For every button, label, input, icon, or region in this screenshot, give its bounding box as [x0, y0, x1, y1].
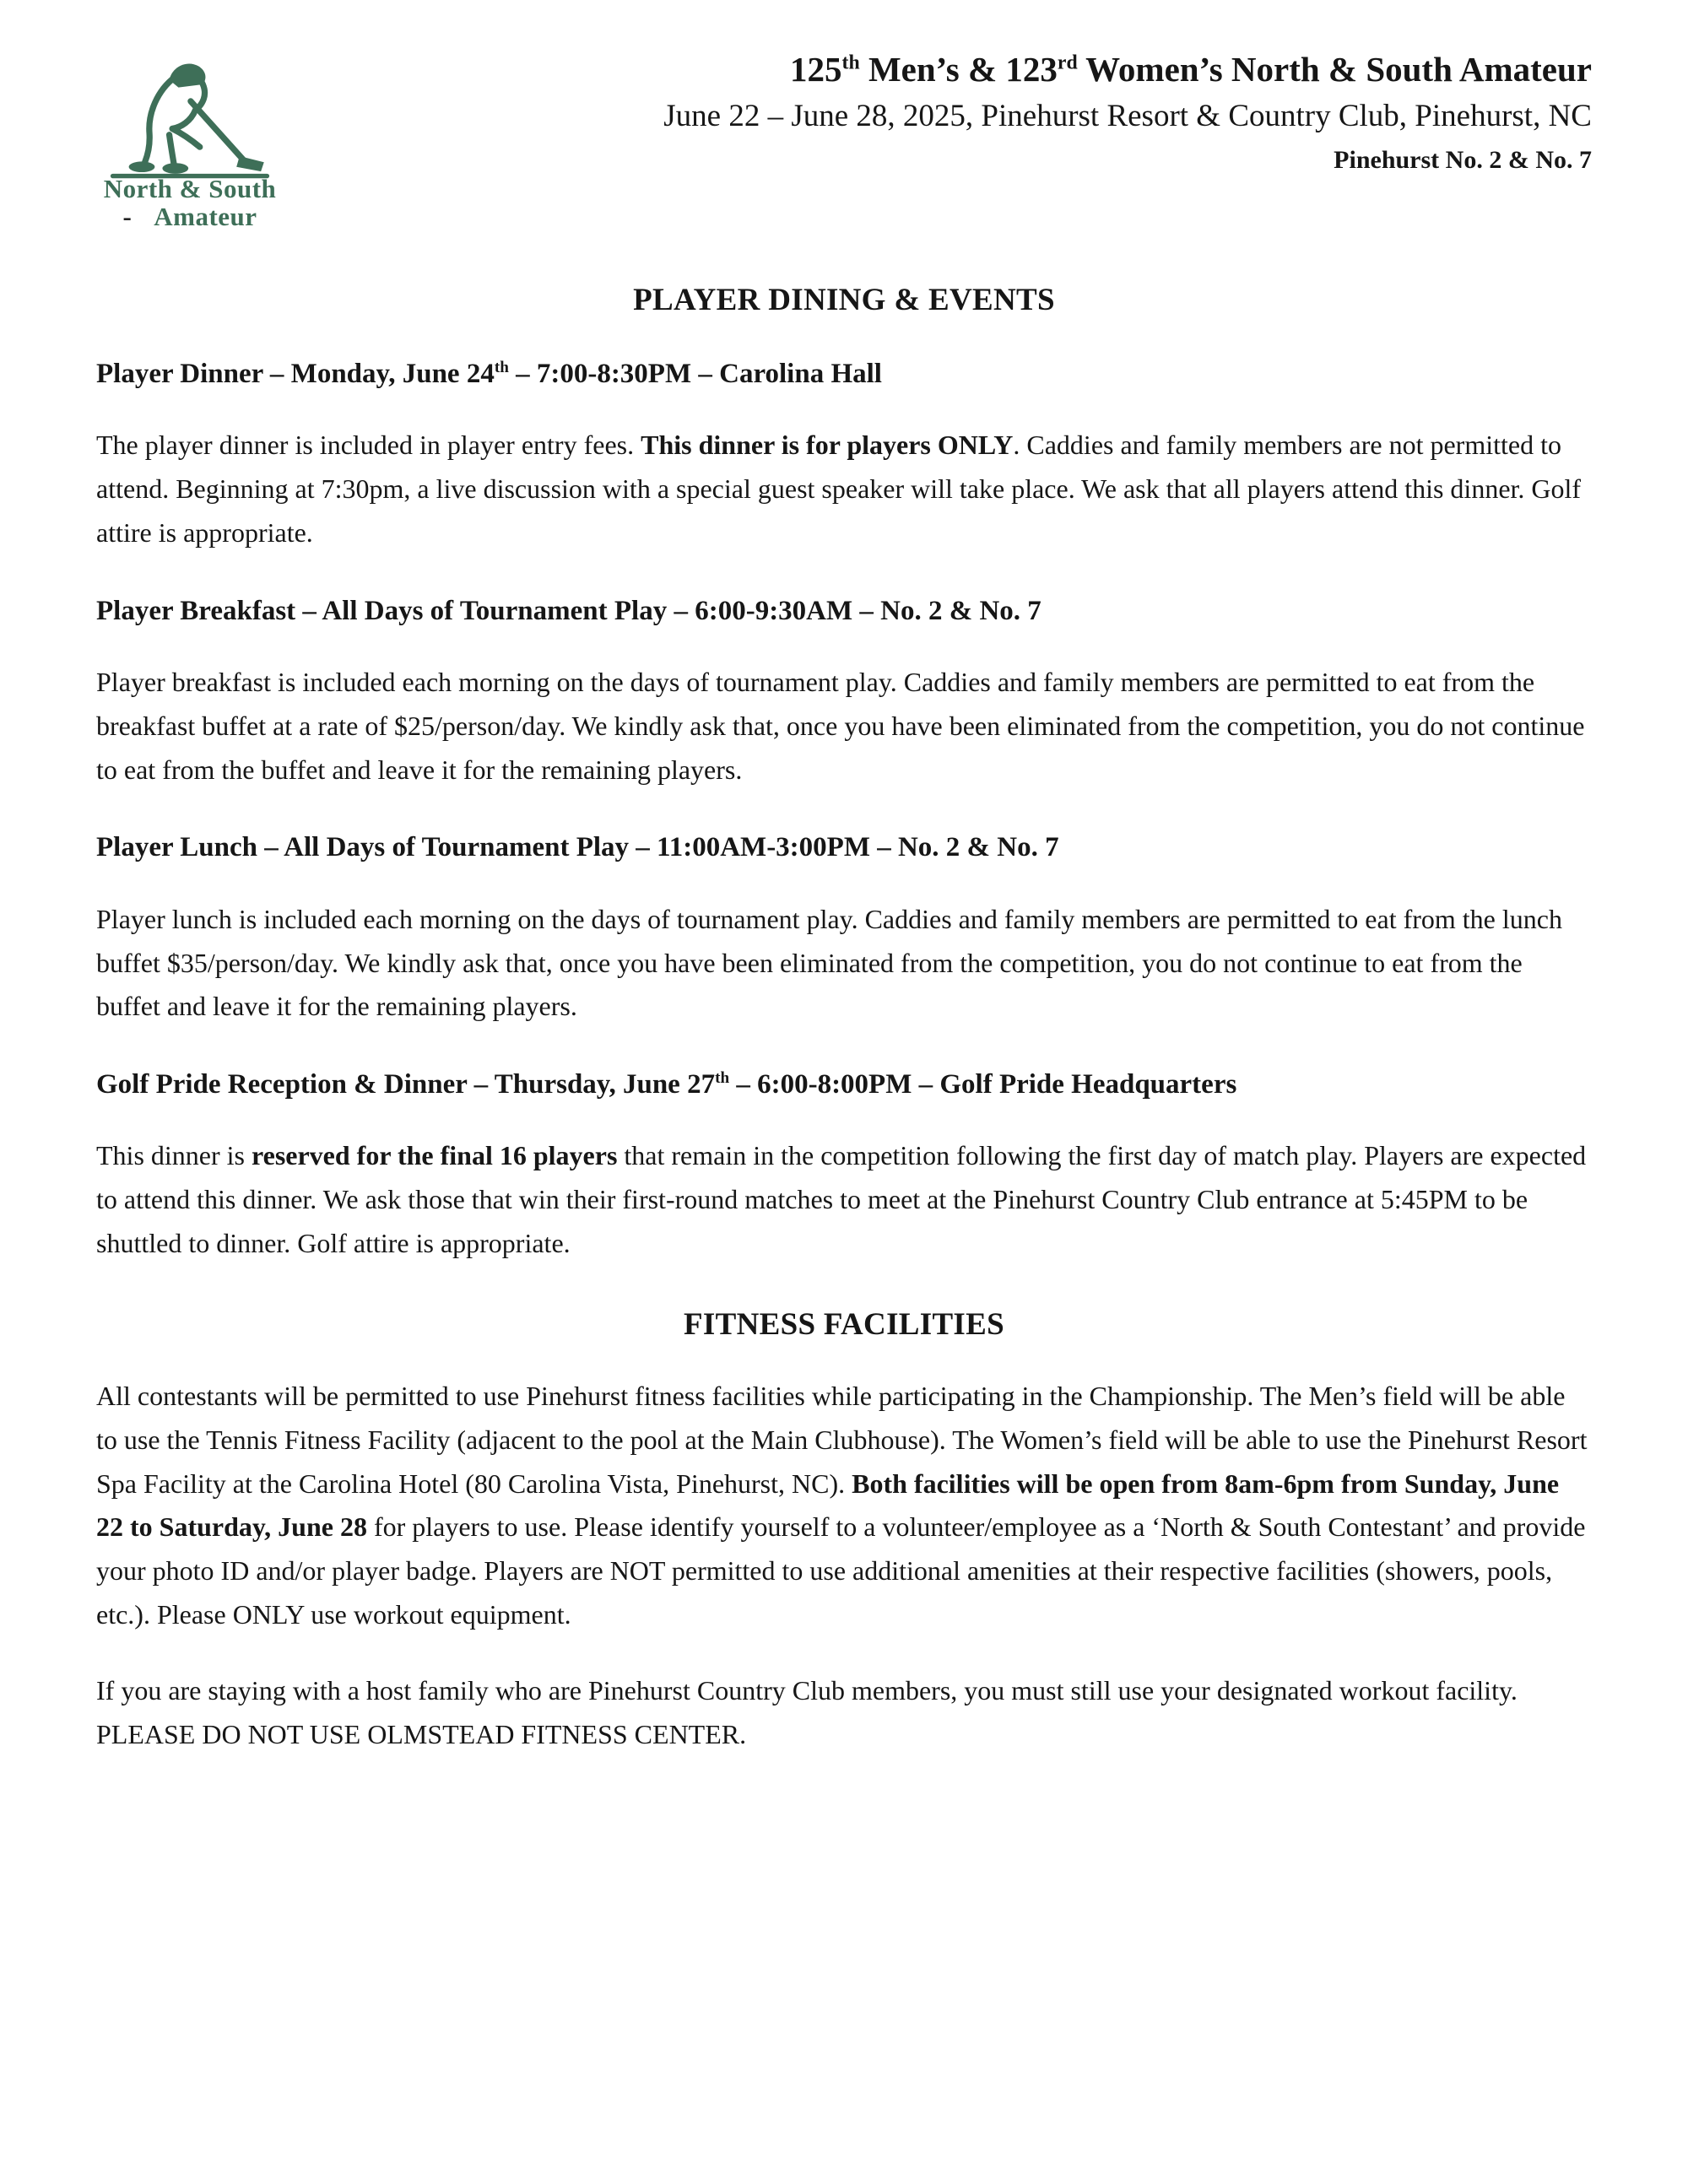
section-title-dining: PLAYER DINING & EVENTS [633, 283, 1055, 317]
logo-dash: - [122, 201, 133, 231]
golf-pride-dinner-heading: Golf Pride Reception & Dinner – Thursday, June 27th – 6:00-8:00PM – Golf Pride Headquarters [96, 1069, 1237, 1100]
putter-boy-golfer-icon [101, 52, 279, 181]
logo-wordmark [96, 176, 284, 230]
logo-wordmark-line2: Amateur [154, 201, 257, 231]
tournament-logo [96, 52, 284, 230]
player-dinner-paragraph: The player dinner is included in player entry fees. This dinner is for players ONLY. Caddies and family members are not permitted to attend. Beginning at 7:30pm, a live discussion with a special guest speaker will take place. We ask that all players attend this dinner. Golf attire is appropriate. [96, 430, 1582, 548]
player-lunch-heading: Player Lunch – All Days of Tournament Play – 11:00AM-3:00PM – No. 2 & No. 7 [96, 832, 1059, 863]
section-title-fitness: FITNESS FACILITIES [684, 1306, 1004, 1342]
document-header [96, 42, 1592, 241]
header-text-block [324, 42, 1592, 178]
fitness-paragraph-2: If you are staying with a host family who are Pinehurst Country Club members, you must still use your designated workout facility. PLEASE DO NOT USE OLMSTEAD FITNESS CENTER. [96, 1674, 1518, 1749]
event-title: 125th Men’s & 123rd Women’s North & South Amateur [790, 50, 1592, 89]
event-courses: Pinehurst No. 2 & No. 7 [1334, 146, 1592, 175]
player-breakfast-heading: Player Breakfast – All Days of Tournament Play – 6:00-9:30AM – No. 2 & No. 7 [96, 595, 1041, 626]
logo-wordmark-line1: North & South [103, 174, 277, 203]
player-breakfast-paragraph: Player breakfast is included each morning on the days of tournament play. Caddies and family members are permitted to eat from the breakfast buffet at a rate of $25/person/day. We kindly ask that, once you have been eliminated from the competition, you do not continue to eat from the buffet and leave it for the remaining players. [96, 666, 1585, 785]
logo-wordmark-line2-row [96, 203, 284, 231]
event-dates-location: June 22 – June 28, 2025, Pinehurst Resort & Country Club, Pinehurst, NC [663, 99, 1592, 134]
player-dinner-heading: Player Dinner – Monday, June 24th – 7:00-8:30PM – Carolina Hall [96, 359, 882, 389]
fitness-paragraph-1: All contestants will be permitted to use Pinehurst fitness facilities while participating in the Championship. The Men’s field will be able to use the Tennis Fitness Facility (adjacent to the pool at the Main Clubhouse). The Women’s field will be able to use the Pinehurst Resort Spa Facility at the Carolina Hotel (80 Carolina Vista, Pinehurst, NC). Both facilities will be open from 8am-6pm from Sunday, June 22 to Saturday, June 28 for players to use. Please identify yourself to a volunteer/employee as a ‘North & South Contestant’ and provide your photo ID and/or player badge. Players are NOT permitted to use additional amenities at their respective facilities (showers, pools, etc.). Please ONLY use workout equipment. [96, 1380, 1588, 1630]
golf-pride-dinner-paragraph: This dinner is reserved for the final 16 players that remain in the competition following the first day of match play. Players are expected to attend this dinner. We ask those that win their first-round matches to meet at the Pinehurst Country Club entrance at 5:45PM to be shuttled to dinner. Golf attire is appropriate. [96, 1140, 1587, 1259]
player-lunch-paragraph: Player lunch is included each morning on the days of tournament play. Caddies and family members are permitted to eat from the lunch buffet $35/person/day. We kindly ask that, once you have been eliminated from the competition, you do not continue to eat from the buffet and leave it for the remaining players. [96, 903, 1562, 1022]
